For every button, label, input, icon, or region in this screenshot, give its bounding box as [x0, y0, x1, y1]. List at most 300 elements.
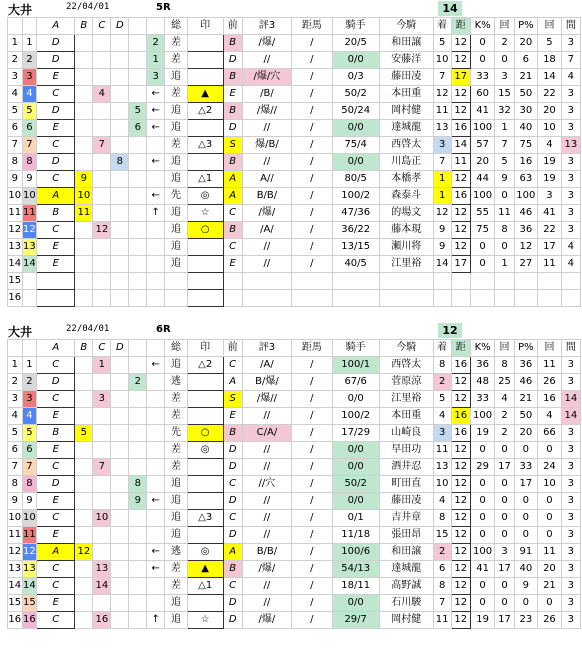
cell-interval: 7 [561, 52, 580, 69]
cell-jockey-rate: 11/18 [332, 527, 379, 544]
cell-mark[interactable]: △1 [187, 171, 223, 188]
cell-k-pct: 41 [470, 103, 495, 120]
cell-horse-no: 3 [22, 391, 37, 408]
cell-interval: 3 [561, 527, 580, 544]
cell-rank-d [111, 103, 129, 120]
cell-jockey [379, 290, 433, 307]
cell-k-pct [470, 290, 495, 307]
cell-p-count: 19 [538, 171, 562, 188]
cell-style: 先 [165, 188, 187, 205]
cell-mark[interactable] [187, 391, 223, 408]
cell-rank-a: E [37, 120, 75, 137]
cell-p-pct: 91 [514, 544, 538, 561]
cell-interval: 3 [561, 459, 580, 476]
cell-col-e [129, 137, 147, 154]
cell-p-count: 11 [538, 544, 562, 561]
cell-mark[interactable] [187, 256, 223, 273]
cell-k-pct: 57 [470, 137, 495, 154]
cell-jockey: 藤田凌 [379, 69, 433, 86]
cell-interval: 14 [561, 408, 580, 425]
cell-mark[interactable]: ☆ [187, 205, 223, 222]
cell-dist-horse: / [292, 527, 332, 544]
cell-rank-c [93, 544, 111, 561]
cell-mark[interactable]: ○ [187, 222, 223, 239]
table-row[interactable] [8, 103, 581, 120]
cell-jockey-rate: 67/6 [332, 374, 379, 391]
header-row-no [8, 18, 23, 35]
cell-distance: 12 [451, 510, 470, 527]
cell-mark[interactable] [187, 69, 223, 86]
cell-rank-b [75, 256, 93, 273]
cell-rank-a: E [37, 256, 75, 273]
cell-col-e: 2 [129, 374, 147, 391]
cell-eval3 [242, 290, 291, 307]
cell-col-f: ← [147, 188, 165, 205]
cell-dist-horse: / [292, 374, 332, 391]
cell-k-pct: 0 [470, 35, 495, 52]
cell-finish: 14 [433, 256, 451, 273]
cell-row-no: 6 [8, 442, 23, 459]
cell-mark[interactable]: ◎ [187, 544, 223, 561]
header-eval3: 評3 [242, 340, 291, 357]
table-row[interactable] [8, 612, 581, 629]
cell-k-count: 32 [495, 103, 514, 120]
cell-finish [433, 290, 451, 307]
cell-interval: 3 [561, 222, 580, 239]
cell-horse-no: 7 [22, 459, 37, 476]
cell-k-pct: 100 [470, 544, 495, 561]
cell-k-pct: 0 [470, 256, 495, 273]
cell-finish: 11 [433, 103, 451, 120]
cell-jockey-rate: 40/5 [332, 256, 379, 273]
cell-rank-a: D [37, 374, 75, 391]
cell-distance: 12 [451, 391, 470, 408]
table-row[interactable] [8, 188, 581, 205]
cell-mark[interactable]: ▲ [187, 86, 223, 103]
cell-rank-b [75, 154, 93, 171]
cell-row-no: 15 [8, 273, 23, 290]
cell-style: 差 [165, 459, 187, 476]
cell-jockey-rate: 100/2 [332, 188, 379, 205]
cell-k-pct: 100 [470, 120, 495, 137]
cell-dist-horse: / [292, 137, 332, 154]
cell-style: 追 [165, 171, 187, 188]
cell-p-pct: 50 [514, 86, 538, 103]
cell-rank-c [93, 188, 111, 205]
cell-horse-no: 15 [22, 595, 37, 612]
cell-rank-a: B [37, 425, 75, 442]
table-row[interactable] [8, 391, 581, 408]
cell-finish: 1 [433, 188, 451, 205]
race-number: 6R [156, 324, 171, 335]
cell-p-count: 20 [538, 561, 562, 578]
cell-interval: 3 [561, 578, 580, 595]
cell-mark[interactable]: △3 [187, 137, 223, 154]
table-row[interactable] [8, 357, 581, 374]
cell-rank-c [93, 154, 111, 171]
cell-distance: 16 [451, 120, 470, 137]
cell-style: 追 [165, 595, 187, 612]
cell-interval: 4 [561, 239, 580, 256]
cell-row-no: 15 [8, 595, 23, 612]
cell-mark[interactable]: ◎ [187, 442, 223, 459]
cell-dist-horse: / [292, 391, 332, 408]
race-block-5r [0, 0, 582, 307]
cell-col-f [147, 256, 165, 273]
table-row[interactable] [8, 578, 581, 595]
cell-style: 差 [165, 35, 187, 52]
cell-col-e [129, 171, 147, 188]
cell-jockey-rate: 13/15 [332, 239, 379, 256]
cell-k-pct: 0 [470, 442, 495, 459]
cell-eval3: // [242, 595, 291, 612]
cell-distance: 12 [451, 459, 470, 476]
cell-p-pct [514, 273, 538, 290]
cell-front: D [223, 120, 242, 137]
cell-p-count: 66 [538, 425, 562, 442]
cell-col-e [129, 86, 147, 103]
table-row[interactable] [8, 120, 581, 137]
cell-mark[interactable] [187, 527, 223, 544]
cell-dist-horse: / [292, 442, 332, 459]
cell-rank-d [111, 561, 129, 578]
cell-distance: 17 [451, 69, 470, 86]
cell-p-pct: 20 [514, 35, 538, 52]
cell-rank-b [75, 561, 93, 578]
cell-p-pct [514, 290, 538, 307]
cell-style: 追 [165, 476, 187, 493]
cell-col-f [147, 578, 165, 595]
cell-mark[interactable] [187, 154, 223, 171]
cell-col-f [147, 476, 165, 493]
cell-mark[interactable] [187, 52, 223, 69]
cell-rank-a: B [37, 205, 75, 222]
cell-rank-a [37, 290, 75, 307]
cell-mark[interactable] [187, 493, 223, 510]
header-mark: 印 [187, 18, 223, 35]
cell-rank-b: 10 [75, 188, 93, 205]
cell-rank-b [75, 137, 93, 154]
cell-mark[interactable]: △3 [187, 510, 223, 527]
cell-rank-d [111, 239, 129, 256]
cell-p-pct: 46 [514, 374, 538, 391]
cell-rank-b [75, 52, 93, 69]
cell-col-f: ← [147, 544, 165, 561]
table-row[interactable] [8, 290, 581, 307]
cell-rank-a: C [37, 171, 75, 188]
cell-rank-c [93, 476, 111, 493]
header-rank-a: A [37, 340, 75, 357]
table-row[interactable] [8, 374, 581, 391]
cell-col-f [147, 391, 165, 408]
cell-col-e [129, 459, 147, 476]
header-rank-d: D [111, 340, 129, 357]
cell-p-pct: 6 [514, 52, 538, 69]
cell-k-pct: 0 [470, 578, 495, 595]
table-row[interactable] [8, 425, 581, 442]
cell-p-count: 19 [538, 154, 562, 171]
cell-mark[interactable]: △2 [187, 357, 223, 374]
cell-jockey: 本田重 [379, 408, 433, 425]
cell-mark[interactable] [187, 408, 223, 425]
header-rank-a: A [37, 18, 75, 35]
runner-count: 14 [438, 1, 462, 16]
race-header [0, 0, 582, 17]
cell-finish: 7 [433, 154, 451, 171]
cell-style: 差 [165, 52, 187, 69]
cell-row-no: 10 [8, 188, 23, 205]
table-row[interactable] [8, 527, 581, 544]
cell-col-e [129, 510, 147, 527]
cell-mark[interactable] [187, 374, 223, 391]
cell-front: B [223, 103, 242, 120]
cell-rank-c [93, 205, 111, 222]
cell-finish: 6 [433, 561, 451, 578]
cell-p-pct: 33 [514, 459, 538, 476]
cell-p-count: 10 [538, 476, 562, 493]
cell-horse-no: 5 [22, 425, 37, 442]
cell-mark[interactable] [187, 35, 223, 52]
cell-rank-a: E [37, 408, 75, 425]
cell-distance: 17 [451, 256, 470, 273]
cell-style: 差 [165, 442, 187, 459]
cell-horse-no: 9 [22, 171, 37, 188]
cell-mark[interactable]: ◎ [187, 188, 223, 205]
track-name: 大井 [8, 325, 33, 339]
cell-mark[interactable] [187, 595, 223, 612]
cell-mark[interactable] [187, 476, 223, 493]
cell-col-f [147, 408, 165, 425]
cell-row-no: 9 [8, 493, 23, 510]
table-row[interactable] [8, 137, 581, 154]
cell-col-e [129, 442, 147, 459]
table-row[interactable] [8, 171, 581, 188]
cell-finish: 8 [433, 510, 451, 527]
cell-rank-b [75, 459, 93, 476]
cell-rank-c [93, 408, 111, 425]
table-row[interactable] [8, 205, 581, 222]
cell-p-pct: 12 [514, 239, 538, 256]
cell-distance: 12 [451, 476, 470, 493]
cell-rank-a: C [37, 137, 75, 154]
cell-k-count: 8 [495, 357, 514, 374]
cell-rank-d [111, 578, 129, 595]
table-row[interactable] [8, 239, 581, 256]
cell-dist-horse: / [292, 52, 332, 69]
cell-p-pct: 36 [514, 357, 538, 374]
cell-rank-d [111, 188, 129, 205]
cell-rank-b [75, 35, 93, 52]
cell-jockey-rate: 17/29 [332, 425, 379, 442]
cell-col-e: 9 [129, 493, 147, 510]
cell-col-e [129, 205, 147, 222]
cell-p-pct: 75 [514, 137, 538, 154]
cell-jockey: 張田昂 [379, 527, 433, 544]
cell-eval3: B/爆/ [242, 374, 291, 391]
table-row[interactable] [8, 459, 581, 476]
cell-col-e [129, 527, 147, 544]
header-row [8, 18, 581, 35]
cell-finish: 8 [433, 357, 451, 374]
cell-eval3: // [242, 459, 291, 476]
cell-rank-a: C [37, 459, 75, 476]
cell-rank-a: A [37, 188, 75, 205]
cell-jockey-rate [332, 273, 379, 290]
cell-k-pct: 75 [470, 222, 495, 239]
header-rank-c: C [93, 340, 111, 357]
cell-row-no: 11 [8, 527, 23, 544]
cell-distance: 12 [451, 239, 470, 256]
table-row[interactable] [8, 442, 581, 459]
cell-jockey: 和田譲 [379, 35, 433, 52]
cell-dist-horse: / [292, 544, 332, 561]
cell-rank-b [75, 290, 93, 307]
table-row[interactable] [8, 86, 581, 103]
cell-rank-c [93, 374, 111, 391]
cell-row-no: 16 [8, 612, 23, 629]
cell-distance: 12 [451, 52, 470, 69]
cell-jockey: 吉井章 [379, 510, 433, 527]
cell-p-count: 26 [538, 612, 562, 629]
cell-rank-a: C [37, 612, 75, 629]
cell-jockey-rate: 18/11 [332, 578, 379, 595]
cell-mark[interactable] [187, 239, 223, 256]
header-dist-horse: 距馬 [292, 18, 332, 35]
header-p-pct: P% [514, 340, 538, 357]
cell-jockey-rate: 0/3 [332, 69, 379, 86]
cell-dist-horse: / [292, 612, 332, 629]
cell-distance: 12 [451, 222, 470, 239]
cell-style: 追 [165, 205, 187, 222]
cell-rank-a: D [37, 52, 75, 69]
table-row[interactable] [8, 256, 581, 273]
cell-mark[interactable]: △2 [187, 103, 223, 120]
cell-distance: 12 [451, 103, 470, 120]
cell-k-pct: 29 [470, 459, 495, 476]
cell-style: 追 [165, 510, 187, 527]
cell-front [223, 273, 242, 290]
cell-finish: 10 [433, 52, 451, 69]
cell-horse-no: 13 [22, 561, 37, 578]
cell-mark[interactable]: ☆ [187, 612, 223, 629]
cell-horse-no: 14 [22, 256, 37, 273]
table-row[interactable] [8, 408, 581, 425]
cell-p-pct: 23 [514, 612, 538, 629]
cell-p-pct: 17 [514, 476, 538, 493]
cell-col-f: 2 [147, 35, 165, 52]
cell-finish: 9 [433, 239, 451, 256]
cell-p-count: 21 [538, 578, 562, 595]
cell-distance: 12 [451, 442, 470, 459]
header-rank-d: D [111, 18, 129, 35]
cell-rank-c [93, 256, 111, 273]
cell-front: A [223, 188, 242, 205]
cell-rank-a: E [37, 595, 75, 612]
cell-mark[interactable]: △1 [187, 578, 223, 595]
cell-k-pct: 0 [470, 476, 495, 493]
header-k-pct: K% [470, 18, 495, 35]
cell-k-count [495, 290, 514, 307]
cell-horse-no: 4 [22, 86, 37, 103]
header-style: 総 [165, 340, 187, 357]
table-row[interactable] [8, 69, 581, 86]
cell-col-e [129, 256, 147, 273]
cell-p-count: 26 [538, 374, 562, 391]
cell-interval: 3 [561, 357, 580, 374]
cell-col-f: ← [147, 493, 165, 510]
cell-row-no: 7 [8, 459, 23, 476]
cell-distance: 12 [451, 35, 470, 52]
table-row[interactable] [8, 222, 581, 239]
cell-eval3: // [242, 154, 291, 171]
cell-mark[interactable] [187, 290, 223, 307]
cell-row-no: 1 [8, 35, 23, 52]
cell-rank-b [75, 103, 93, 120]
cell-style: 追 [165, 239, 187, 256]
cell-mark[interactable] [187, 120, 223, 137]
cell-rank-d [111, 171, 129, 188]
cell-jockey-rate: 0/0 [332, 442, 379, 459]
table-row[interactable] [8, 510, 581, 527]
cell-row-no: 3 [8, 391, 23, 408]
table-row[interactable] [8, 544, 581, 561]
cell-eval3: // [242, 493, 291, 510]
cell-horse-no: 8 [22, 476, 37, 493]
cell-style: 追 [165, 612, 187, 629]
cell-jockey-rate: 36/22 [332, 222, 379, 239]
cell-rank-d [111, 86, 129, 103]
cell-dist-horse: / [292, 357, 332, 374]
cell-row-no: 12 [8, 544, 23, 561]
cell-mark[interactable] [187, 273, 223, 290]
cell-rank-a: E [37, 239, 75, 256]
cell-style: 逃 [165, 544, 187, 561]
cell-finish: 5 [433, 391, 451, 408]
cell-interval: 3 [561, 425, 580, 442]
cell-rank-d [111, 459, 129, 476]
table-row[interactable] [8, 476, 581, 493]
cell-col-f [147, 374, 165, 391]
header-row [8, 340, 581, 357]
table-row[interactable] [8, 595, 581, 612]
cell-jockey: 西啓太 [379, 137, 433, 154]
cell-jockey: 山崎良 [379, 425, 433, 442]
cell-front: B [223, 425, 242, 442]
table-row[interactable] [8, 35, 581, 52]
cell-dist-horse: / [292, 256, 332, 273]
table-row[interactable] [8, 273, 581, 290]
cell-horse-no: 7 [22, 137, 37, 154]
cell-rank-d [111, 374, 129, 391]
cell-mark[interactable]: ▲ [187, 561, 223, 578]
cell-front: D [223, 595, 242, 612]
cell-distance: 12 [451, 374, 470, 391]
table-row[interactable] [8, 493, 581, 510]
race-table [7, 339, 581, 629]
cell-finish: 13 [433, 120, 451, 137]
cell-jockey-rate: 50/2 [332, 476, 379, 493]
cell-p-count: 41 [538, 205, 562, 222]
table-row[interactable] [8, 52, 581, 69]
cell-interval: 4 [561, 69, 580, 86]
cell-k-count: 0 [495, 595, 514, 612]
table-row[interactable] [8, 561, 581, 578]
header-horse-no [22, 340, 37, 357]
cell-mark[interactable]: ○ [187, 425, 223, 442]
table-row[interactable] [8, 154, 581, 171]
cell-mark[interactable] [187, 459, 223, 476]
cell-distance: 14 [451, 137, 470, 154]
